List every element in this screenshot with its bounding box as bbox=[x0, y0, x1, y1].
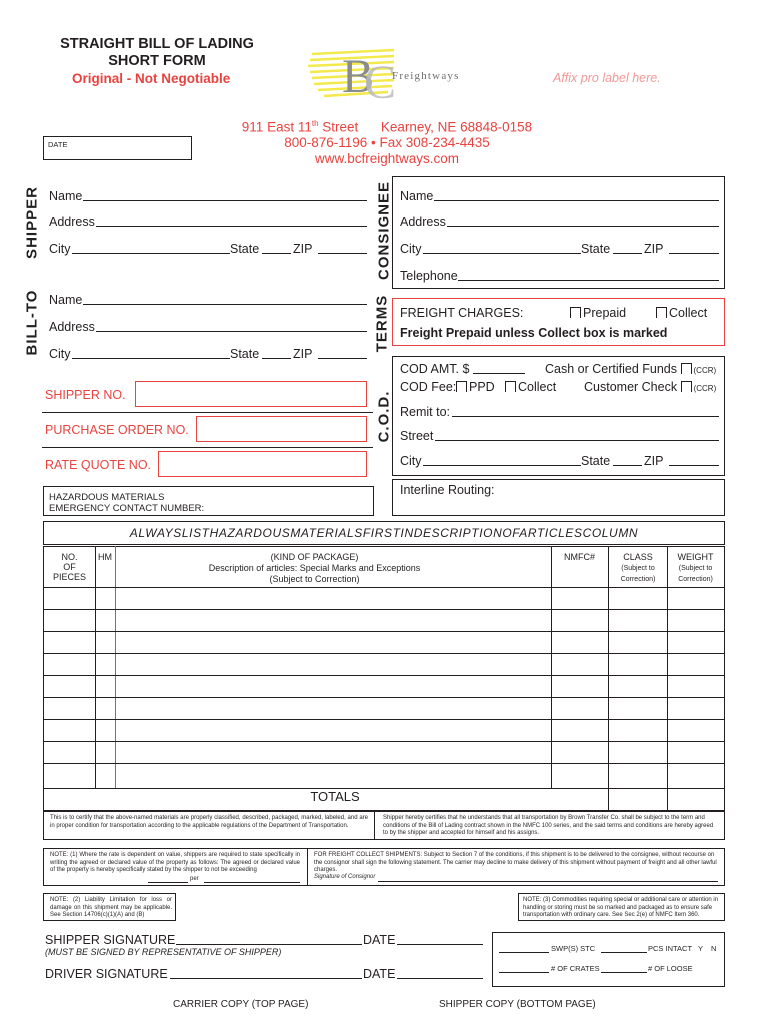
carrier-counts-box bbox=[492, 932, 725, 987]
consignee-telephone-field[interactable] bbox=[458, 280, 719, 281]
table-row-divider bbox=[43, 609, 725, 610]
billto-zip-label: ZIP bbox=[293, 347, 313, 361]
pcs-intact-field[interactable] bbox=[601, 952, 647, 953]
form-subtitle: Original - Not Negotiable bbox=[72, 71, 231, 86]
hazmat-banner-text: ALWAYSLISTHAZARDOUSMATERIALSFIRSTINDESCRIPTIONOFARTICLESCOLUMN bbox=[129, 526, 639, 540]
table-row-divider bbox=[43, 653, 725, 654]
consignee-zip-field[interactable] bbox=[669, 253, 719, 254]
cod-zip-field[interactable] bbox=[669, 465, 719, 466]
shipper-date-field[interactable] bbox=[397, 944, 483, 945]
ppd-checkbox[interactable] bbox=[456, 381, 467, 392]
pcs-intact-yes[interactable]: Y bbox=[698, 944, 704, 953]
loose-label: # OF LOOSE bbox=[648, 964, 693, 973]
billto-state-label: State bbox=[230, 347, 260, 361]
shipper-state-label: State bbox=[230, 242, 260, 256]
remit-to-field[interactable] bbox=[452, 416, 719, 417]
form-title bbox=[42, 36, 272, 70]
terms-section-label: TERMS bbox=[373, 294, 391, 353]
table-row-divider bbox=[43, 675, 725, 676]
swp-field[interactable] bbox=[499, 952, 549, 953]
cod-state-label: State bbox=[581, 454, 611, 468]
legal-certify-box bbox=[43, 811, 725, 840]
col-pieces-header: NO. OF PIECES bbox=[52, 552, 86, 582]
billto-city-label: City bbox=[49, 347, 71, 361]
company-phone: 800-876-1196 • Fax 308-234-4435 bbox=[284, 135, 490, 150]
note3-text: NOTE: (3) Commodities requiring special or additional care or attention in handling or storing must be so marked and packaged as to ensure safe transportation with ordinary care. See Sec 2(e) of NMFC Item 360. bbox=[523, 897, 719, 918]
legal-note2-box bbox=[43, 893, 176, 921]
form-title-line1: STRAIGHT BILL OF LADING bbox=[60, 36, 254, 52]
company-address bbox=[222, 116, 552, 166]
legal-note3-box bbox=[518, 893, 725, 921]
driver-signature-field[interactable] bbox=[170, 978, 362, 979]
declared-per-field[interactable] bbox=[204, 882, 300, 883]
crates-label: # OF CRATES bbox=[551, 964, 600, 973]
address-line-1: 911 East 11th Street Kearney, NE 68848-0158 bbox=[241, 119, 533, 135]
shipper-no-underline bbox=[42, 412, 373, 413]
col-divider-class bbox=[667, 546, 668, 811]
billto-address-label: Address bbox=[49, 320, 95, 334]
table-row-divider bbox=[43, 741, 725, 742]
date-field[interactable] bbox=[43, 136, 192, 160]
note1-per: per bbox=[190, 876, 199, 882]
cod-ppd-option[interactable]: PPD bbox=[456, 380, 495, 394]
cash-option[interactable]: Cash or Certified Funds (CCR) bbox=[545, 362, 717, 376]
rate-quote-label: RATE QUOTE NO. bbox=[45, 458, 152, 472]
col-weight-header: WEIGHT (Subject to Correction) bbox=[677, 552, 714, 583]
table-row-divider bbox=[43, 719, 725, 720]
shipper-copy-label: SHIPPER COPY (BOTTOM PAGE) bbox=[439, 999, 596, 1010]
shipper-no-label: SHIPPER NO. bbox=[45, 388, 126, 402]
shipper-name-label: Name bbox=[49, 189, 83, 203]
cod-fee-label: COD Fee: bbox=[400, 380, 457, 394]
cash-checkbox[interactable] bbox=[681, 363, 692, 374]
legal-divider bbox=[374, 811, 375, 840]
billto-state-field[interactable] bbox=[262, 358, 291, 359]
shipper-name-field[interactable] bbox=[83, 200, 367, 201]
consignee-city-label: City bbox=[400, 242, 422, 256]
freight-charges-label: FREIGHT CHARGES: bbox=[400, 306, 524, 320]
shipper-address-field[interactable] bbox=[96, 226, 367, 227]
consignee-telephone-label: Telephone bbox=[400, 269, 458, 283]
billto-city-field[interactable] bbox=[72, 358, 230, 359]
purchase-order-underline bbox=[42, 447, 373, 448]
driver-date-label: DATE bbox=[363, 967, 396, 981]
loose-field[interactable] bbox=[601, 972, 647, 973]
billto-zip-field[interactable] bbox=[318, 358, 367, 359]
articles-table bbox=[43, 546, 725, 811]
customer-check-checkbox[interactable] bbox=[681, 381, 692, 392]
customer-check-option[interactable]: Customer Check (CCR) bbox=[584, 380, 717, 394]
totals-label: TOTALS bbox=[310, 789, 360, 804]
date-label: DATE bbox=[48, 140, 68, 149]
table-row-divider bbox=[43, 587, 725, 588]
shipper-certifies-text: Shipper hereby certifies that he understands that all transportation by Brown Transfer Co. shall be subject to the term and conditions of the Bill of Lading contract shown in the NMFC 100 series, and the said terms and conditions are hereby agreed to by the shipper and accepted for himself and his assigns. bbox=[383, 815, 714, 836]
freight-prepaid-note: Freight Prepaid unless Collect box is marked bbox=[400, 326, 668, 340]
col-divider-desc bbox=[551, 546, 552, 789]
consignee-section-label: CONSIGNEE bbox=[375, 181, 393, 281]
shipper-zip-label: ZIP bbox=[293, 242, 313, 256]
logo-wordmark: Freightways bbox=[392, 70, 460, 82]
note1-text: NOTE: (1) Where the rate is dependent on value, shippers are required to state specifically in writing the agreed or declared value of the property as follows: The agreed or declared value of the property is hereby specifically stated by the shipper to not be exceeding bbox=[50, 852, 300, 873]
table-row-divider bbox=[43, 697, 725, 698]
rate-quote-field[interactable] bbox=[158, 451, 367, 477]
billto-address-field[interactable] bbox=[96, 331, 367, 332]
must-be-signed-note: (MUST BE SIGNED BY REPRESENTATIVE OF SHIPPER) bbox=[45, 947, 282, 957]
col-class-header: CLASS (Subject to Correction) bbox=[620, 552, 656, 583]
consignee-address-label: Address bbox=[400, 215, 446, 229]
col-nmfc-header: NMFC# bbox=[564, 552, 595, 562]
hazmat-line1: HAZARDOUS MATERIALS bbox=[49, 492, 165, 503]
svg-text:C: C bbox=[364, 56, 397, 109]
billto-name-label: Name bbox=[49, 293, 83, 307]
collect-shipments-text: FOR FREIGHT COLLECT SHIPMENTS: Subject to Section 7 of the conditions, if this shipment is to be delivered to the consignee, without recourse on the consignor shall sign the following statement. The carrier may decline to make delivery of this shipment without payment of freight and all other lawful charges. bbox=[314, 852, 717, 873]
col-divider-hm bbox=[115, 546, 116, 789]
shipper-section-label: SHIPPER bbox=[23, 186, 41, 259]
col-divider-nmfc bbox=[608, 546, 609, 811]
form-title-line2: SHORT FORM bbox=[108, 53, 206, 69]
prepaid-checkbox[interactable] bbox=[570, 307, 581, 318]
crates-field[interactable] bbox=[499, 972, 549, 973]
billto-name-field[interactable] bbox=[83, 304, 367, 305]
shipper-address-label: Address bbox=[49, 215, 95, 229]
col-divider-pieces bbox=[95, 546, 96, 789]
shipper-signature-label: SHIPPER SIGNATURE bbox=[45, 933, 176, 947]
cod-state-field[interactable] bbox=[613, 465, 642, 466]
signature-consignor-label: Signature of Consignor bbox=[314, 874, 376, 880]
hazmat-box[interactable] bbox=[43, 486, 374, 516]
shipper-city-field[interactable] bbox=[72, 253, 230, 254]
certify-text: This is to certify that the above-named materials are properly classified, described, packaged, marked, labeled, and are in proper condition for transportation according to the applicable regulations of the Department of Transportation. bbox=[50, 815, 368, 829]
cod-collect-checkbox[interactable] bbox=[505, 381, 516, 392]
prepaid-option[interactable]: Prepaid bbox=[570, 306, 626, 320]
shipper-state-field[interactable] bbox=[262, 253, 291, 254]
table-row-divider bbox=[43, 763, 725, 764]
cod-collect-option[interactable]: Collect bbox=[505, 380, 556, 394]
consignee-state-label: State bbox=[581, 242, 611, 256]
remit-to-label: Remit to: bbox=[400, 405, 451, 419]
swp-label: SWP(S) STC bbox=[551, 944, 596, 953]
cod-city-field[interactable] bbox=[423, 465, 581, 466]
hazmat-line2: EMERGENCY CONTACT NUMBER: bbox=[49, 503, 205, 514]
legal-divider bbox=[307, 848, 308, 886]
driver-date-field[interactable] bbox=[397, 978, 483, 979]
consignee-city-field[interactable] bbox=[423, 253, 581, 254]
consignee-zip-label: ZIP bbox=[644, 242, 664, 256]
hazmat-banner bbox=[43, 521, 725, 545]
cod-amount-field[interactable] bbox=[473, 373, 525, 374]
carrier-copy-label: CARRIER COPY (TOP PAGE) bbox=[173, 999, 309, 1010]
col-hm-header: HM bbox=[98, 552, 112, 562]
pcs-intact-no[interactable]: N bbox=[711, 944, 717, 953]
purchase-order-field[interactable] bbox=[196, 416, 367, 442]
declared-value-field[interactable] bbox=[148, 882, 188, 883]
collect-checkbox[interactable] bbox=[656, 307, 667, 318]
cod-city-label: City bbox=[400, 454, 422, 468]
consignee-state-field[interactable] bbox=[613, 253, 642, 254]
collect-option[interactable]: Collect bbox=[656, 306, 707, 320]
company-website: www.bcfreightways.com bbox=[314, 150, 460, 166]
interline-label: Interline Routing: bbox=[400, 483, 495, 497]
pcs-intact-label: PCS INTACT bbox=[648, 944, 693, 953]
table-row-divider bbox=[43, 631, 725, 632]
shipper-date-label: DATE bbox=[363, 933, 396, 947]
cod-street-label: Street bbox=[400, 429, 434, 443]
consignee-name-label: Name bbox=[400, 189, 434, 203]
cod-amount-label: COD AMT. $ bbox=[400, 362, 470, 376]
shipper-city-label: City bbox=[49, 242, 71, 256]
note2-text: NOTE: (2) Liability Limitation for loss or damage on this shipment may be applicable. See Section 14706(c)(1)(A) and (B) bbox=[50, 897, 172, 918]
cod-zip-label: ZIP bbox=[644, 454, 664, 468]
consignee-name-field[interactable] bbox=[434, 200, 719, 201]
shipper-signature-field[interactable] bbox=[176, 944, 362, 945]
svg-text:B: B bbox=[342, 50, 375, 103]
legal-note1-box bbox=[43, 848, 725, 886]
cod-street-field[interactable] bbox=[435, 440, 719, 441]
consignee-address-field[interactable] bbox=[447, 226, 719, 227]
col-description-header: (KIND OF PACKAGE) Description of articles: Special Marks and Exceptions (Subject to Correction) bbox=[208, 552, 421, 584]
cod-section-label: C.O.D. bbox=[375, 390, 393, 443]
interline-box[interactable] bbox=[392, 479, 725, 516]
driver-signature-label: DRIVER SIGNATURE bbox=[45, 967, 168, 981]
affix-label-text: Affix pro label here. bbox=[553, 71, 661, 85]
billto-section-label: BILL-TO bbox=[23, 289, 41, 356]
table-row-divider bbox=[43, 788, 725, 789]
shipper-no-field[interactable] bbox=[135, 381, 367, 407]
purchase-order-label: PURCHASE ORDER NO. bbox=[45, 423, 189, 437]
shipper-zip-field[interactable] bbox=[318, 253, 367, 254]
signature-consignor-field[interactable] bbox=[378, 881, 718, 882]
